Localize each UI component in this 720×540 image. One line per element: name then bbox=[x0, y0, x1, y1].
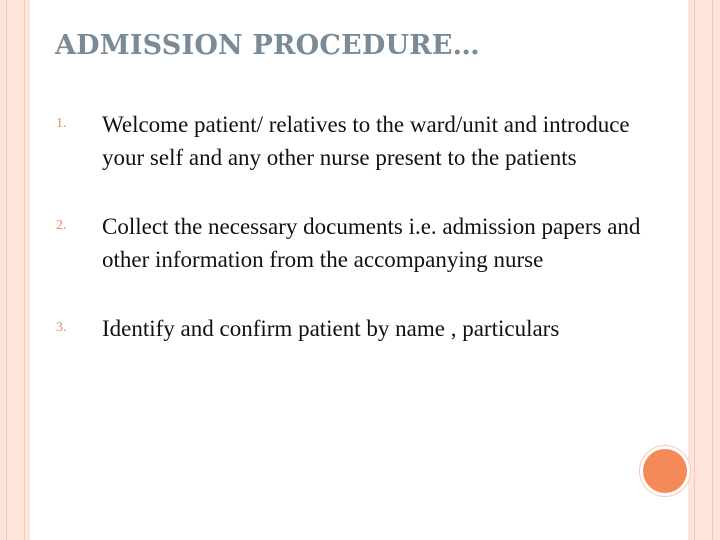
right-border-line bbox=[712, 0, 713, 540]
left-border-decoration bbox=[0, 0, 30, 540]
slide-title: ADMISSION PROCEDURE… bbox=[55, 30, 480, 61]
left-border-line bbox=[6, 0, 7, 540]
right-border-decoration bbox=[688, 0, 720, 540]
left-border-line bbox=[24, 0, 25, 540]
accent-circle bbox=[643, 449, 687, 493]
item-number: 1. bbox=[56, 116, 67, 131]
item-text: Welcome patient/ relatives to the ward/unit and introduce your self and any other nurse present to the patients bbox=[102, 112, 630, 170]
item-number: 3. bbox=[56, 320, 67, 335]
list-item bbox=[56, 108, 646, 174]
item-number: 2. bbox=[56, 218, 67, 233]
list-item bbox=[56, 210, 646, 276]
item-text: Collect the necessary documents i.e. admission papers and other information from the accompanying nurse bbox=[102, 214, 641, 272]
list-item bbox=[56, 312, 646, 345]
item-text: Identify and confirm patient by name , particulars bbox=[102, 316, 560, 341]
right-border-line bbox=[694, 0, 695, 540]
procedure-list bbox=[56, 108, 646, 381]
